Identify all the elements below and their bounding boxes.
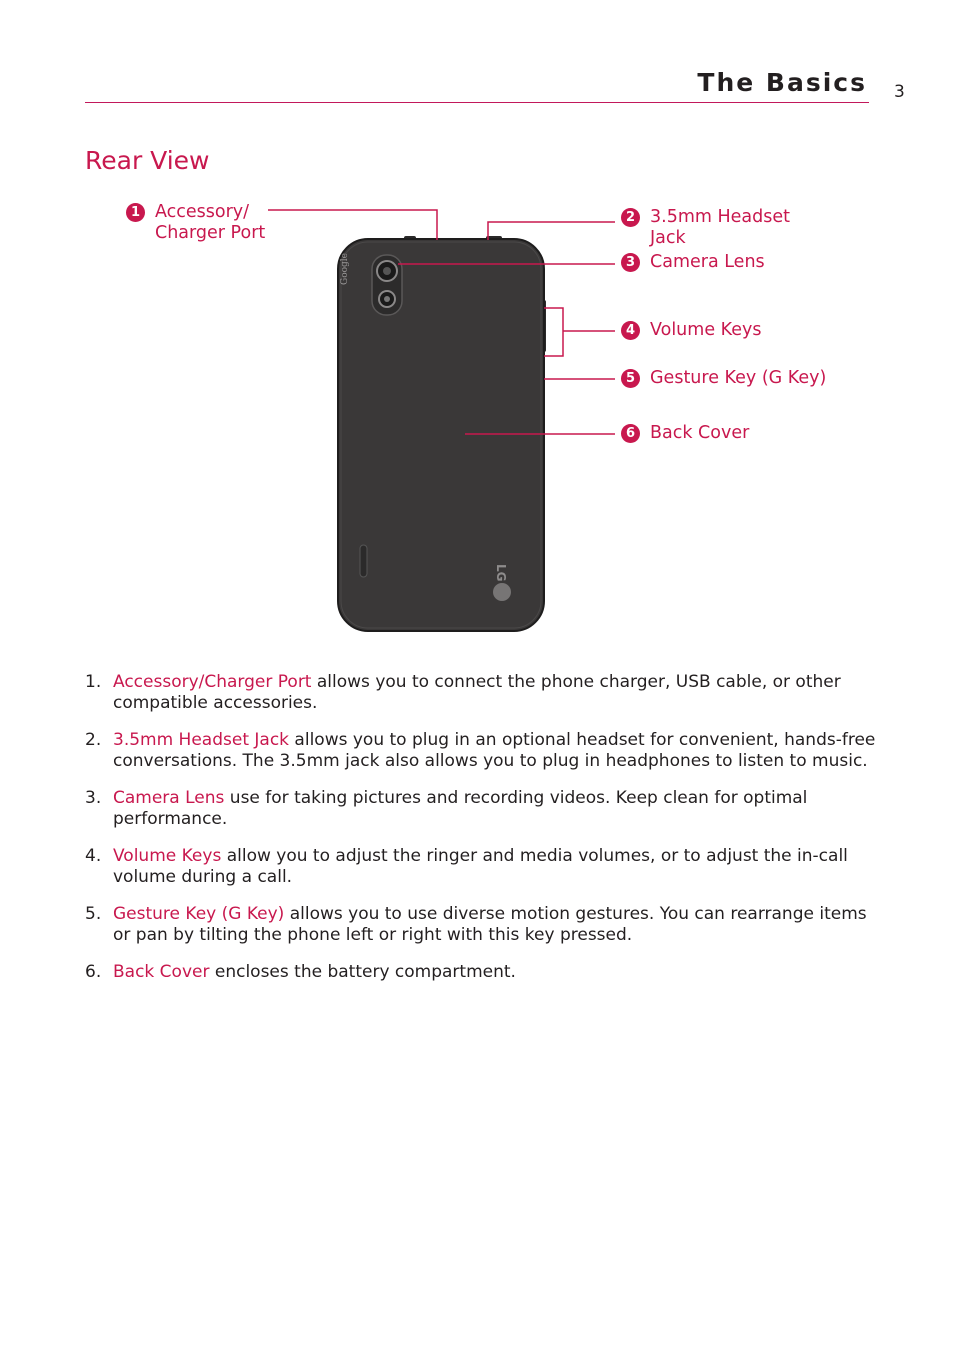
callout-number: 4	[621, 321, 640, 340]
list-term: Accessory/Charger Port	[113, 672, 312, 692]
list-text: encloses the battery compartment.	[209, 962, 516, 982]
list-text: use for taking pictures and recording videos. Keep clean for optimal performance.	[113, 788, 808, 829]
header-title: The Basics	[697, 68, 867, 97]
callout-number: 1	[126, 203, 145, 222]
list-number: 5.	[85, 904, 102, 924]
callout-label: Back Cover	[650, 423, 750, 443]
list-number: 6.	[85, 962, 102, 982]
callout-number: 6	[621, 424, 640, 443]
list-item	[85, 962, 885, 983]
list-term: Gesture Key (G Key)	[113, 904, 285, 924]
callout-headset-jack	[621, 207, 790, 249]
callout-label: Volume Keys	[650, 320, 762, 340]
list-number: 2.	[85, 730, 102, 750]
phone-brand-text: Google	[340, 253, 350, 285]
lg-logo-icon	[493, 583, 511, 601]
callout-accessory-port	[126, 202, 265, 244]
list-term: Camera Lens	[113, 788, 225, 808]
callout-camera-lens	[621, 252, 765, 273]
callout-label: Gesture Key (G Key)	[650, 368, 827, 388]
page-number: 3	[894, 82, 905, 102]
leader-line-1	[268, 210, 437, 240]
list-item	[85, 846, 885, 888]
list-term: 3.5mm Headset Jack	[113, 730, 290, 750]
list-text: allows you to use diverse motion gestures. You can rearrange items or pan by tilting the phone left or right with this key pressed.	[113, 904, 867, 945]
feature-list	[85, 672, 885, 999]
leader-line-2	[488, 222, 615, 240]
callout-label: Camera Lens	[650, 252, 765, 272]
rear-view-diagram	[0, 0, 954, 660]
callout-label: Accessory/ Charger Port	[155, 202, 266, 243]
callout-number: 3	[621, 253, 640, 272]
list-term: Back Cover	[113, 962, 210, 982]
list-term: Volume Keys	[113, 846, 222, 866]
list-item	[85, 904, 885, 946]
section-title: Rear View	[85, 146, 210, 175]
list-item	[85, 730, 885, 772]
callout-gesture-key	[621, 368, 826, 389]
list-item	[85, 788, 885, 830]
list-text: allow you to adjust the ringer and media volumes, or to adjust the in-call volume during a call.	[113, 846, 848, 887]
callout-label: 3.5mm Headset Jack	[650, 207, 790, 248]
phone-logo: LG	[494, 564, 508, 582]
speaker-grille	[360, 545, 367, 577]
callout-number: 5	[621, 369, 640, 388]
phone-body	[338, 239, 544, 631]
callout-volume-keys	[621, 320, 762, 341]
callout-number: 2	[621, 208, 640, 227]
list-text: allows you to connect the phone charger, USB cable, or other compatible accessories.	[113, 672, 841, 713]
list-number: 4.	[85, 846, 102, 866]
callout-back-cover	[621, 423, 749, 444]
list-number: 3.	[85, 788, 102, 808]
list-text: allows you to plug in an optional headset for convenient, hands-free conversations. The 3.5mm jack also allows you to plug in headphones to listen to music.	[113, 730, 876, 771]
leader-line-4	[544, 308, 563, 356]
list-item	[85, 672, 885, 714]
list-number: 1.	[85, 672, 102, 692]
